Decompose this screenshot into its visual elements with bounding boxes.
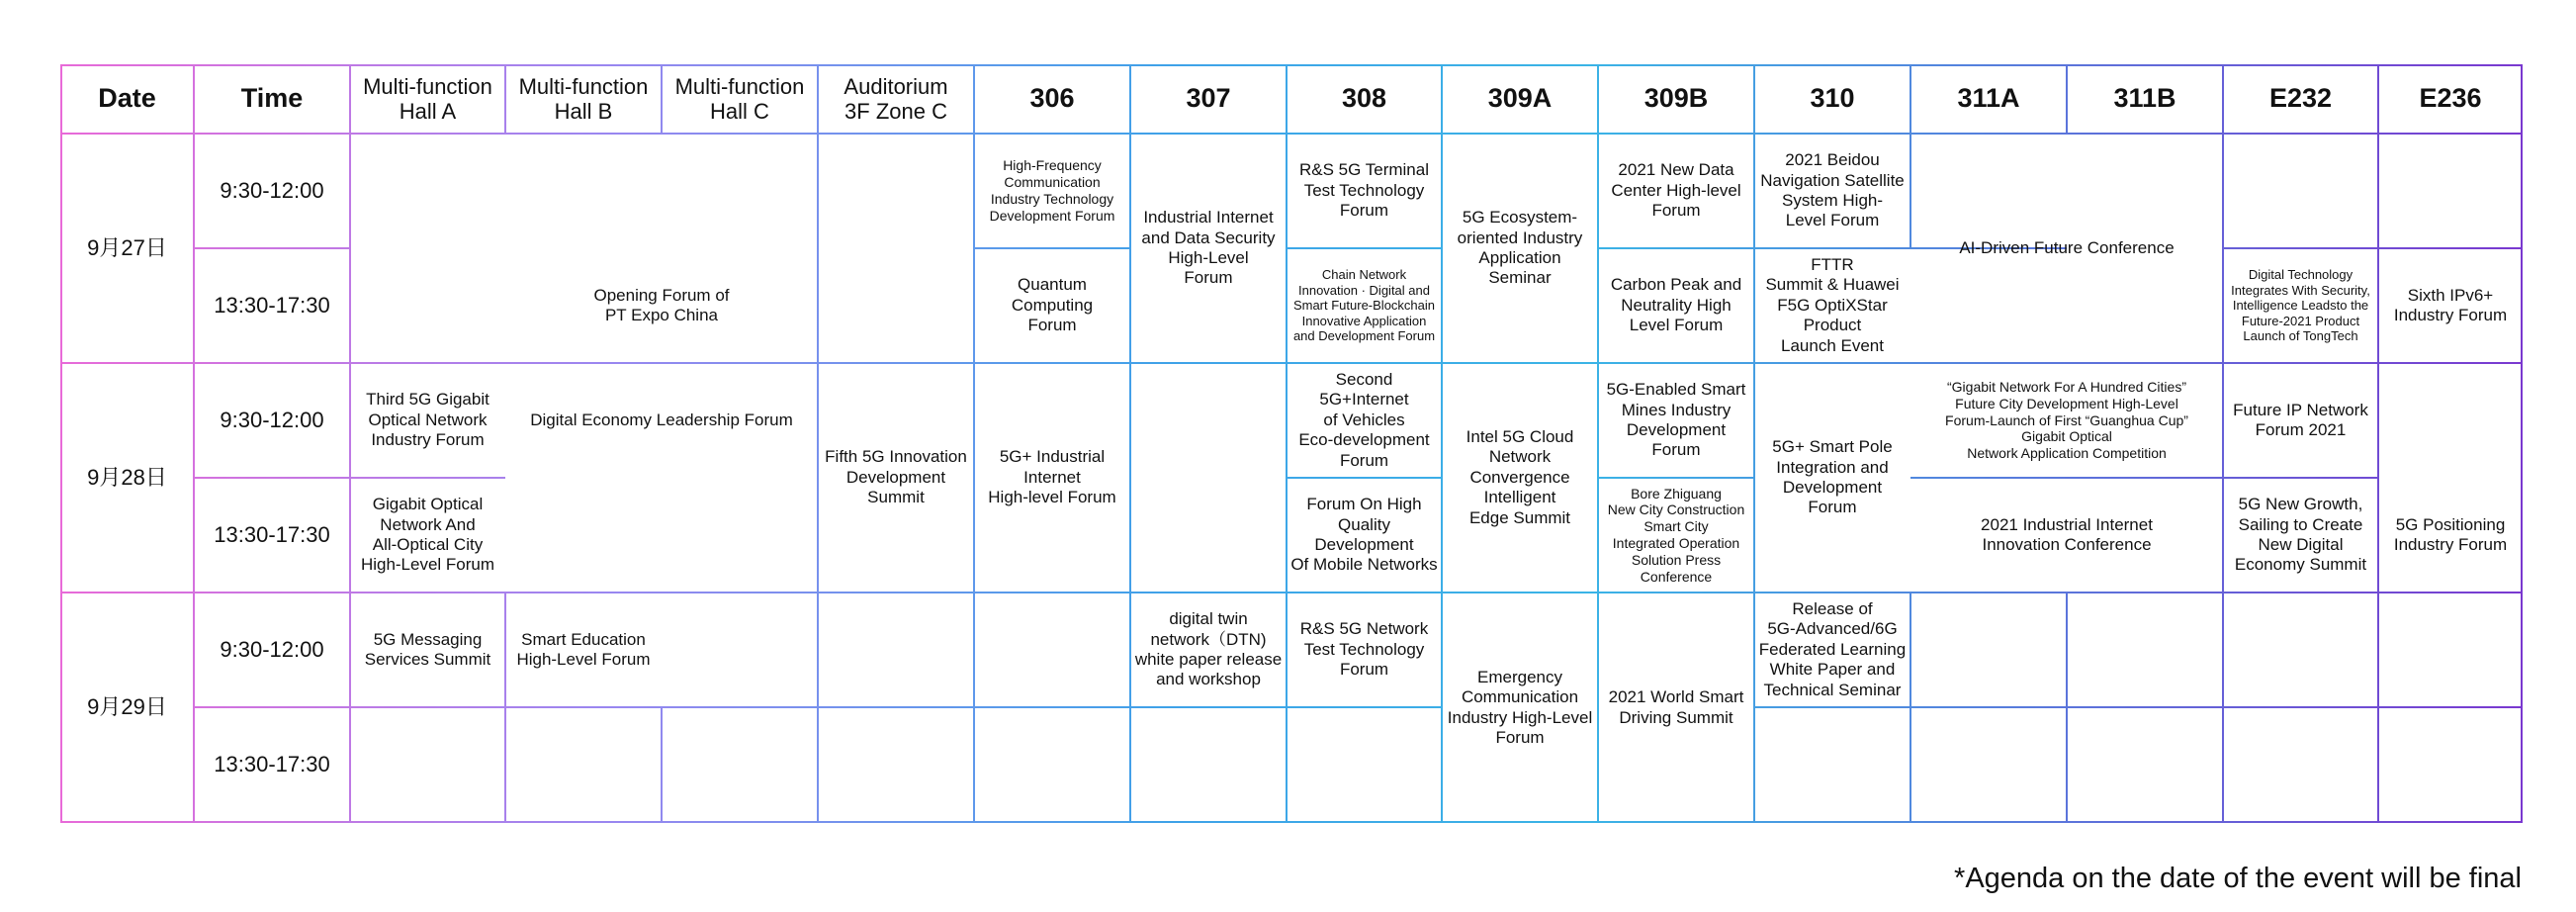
event-cell-text: 2021 New Data Center High-level Forum bbox=[1611, 160, 1741, 221]
header-hall-b bbox=[505, 64, 662, 134]
event-cell bbox=[1442, 363, 1598, 593]
event-cell bbox=[2223, 478, 2378, 593]
header-hall-a-text: Multi-function Hall A bbox=[363, 73, 492, 124]
event-cell bbox=[1598, 248, 1754, 363]
header-e236 bbox=[2378, 64, 2523, 134]
date-cell bbox=[60, 593, 194, 823]
event-cell bbox=[505, 363, 818, 478]
event-cell-text: R&S 5G Terminal Test Technology Forum bbox=[1298, 160, 1429, 221]
header-309a-text: 309A bbox=[1487, 83, 1553, 114]
header-hall-b-text: Multi-function Hall B bbox=[518, 73, 649, 124]
header-310 bbox=[1754, 64, 1910, 134]
header-307-text: 307 bbox=[1186, 83, 1231, 114]
event-cell-text: 5G-Enabled Smart Mines Industry Development Forum bbox=[1606, 380, 1746, 460]
event-cell-text: Release of 5G-Advanced/6G Federated Learning White Paper and Technical Seminar bbox=[1758, 599, 1907, 699]
event-cell-text: Digital Economy Leadership Forum bbox=[530, 410, 793, 429]
event-cell bbox=[1287, 593, 1442, 707]
event-cell bbox=[505, 593, 662, 707]
event-cell bbox=[1598, 363, 1754, 478]
event-cell-text: 5G+ Smart Pole Integration and Development Forum bbox=[1772, 437, 1893, 517]
event-cell-text: Third 5G Gigabit Optical Network Industry Forum bbox=[366, 390, 489, 450]
date-cell bbox=[60, 134, 194, 363]
date-cell-text: 9月28日 bbox=[87, 464, 167, 490]
event-cell bbox=[2223, 248, 2378, 363]
event-cell-text: Quantum Computing Forum bbox=[1011, 275, 1094, 335]
header-date bbox=[60, 64, 194, 134]
header-hall-a bbox=[350, 64, 505, 134]
header-date-text: Date bbox=[98, 83, 156, 114]
event-cell bbox=[350, 593, 505, 707]
event-cell bbox=[350, 478, 505, 593]
event-cell bbox=[1130, 134, 1287, 363]
event-cell bbox=[1442, 134, 1598, 363]
header-309a bbox=[1442, 64, 1598, 134]
header-309b bbox=[1598, 64, 1754, 134]
event-cell-text: Second 5G+Internet of Vehicles Eco-development Forum bbox=[1298, 370, 1430, 470]
event-cell-text: Fifth 5G Innovation Development Summit bbox=[825, 447, 967, 507]
header-time-text: Time bbox=[240, 83, 304, 114]
event-cell bbox=[1130, 593, 1287, 707]
header-310-text: 310 bbox=[1810, 83, 1855, 114]
header-hall-c-text: Multi-function Hall C bbox=[674, 73, 805, 124]
time-cell-text: 13:30-17:30 bbox=[214, 752, 330, 777]
event-cell-text: Intel 5G Cloud Network Convergence Intelligent Edge Summit bbox=[1466, 427, 1574, 527]
header-311a-text: 311A bbox=[1957, 83, 2020, 114]
header-306 bbox=[974, 64, 1130, 134]
event-cell-text: digital twin network（DTN) white paper release and workshop bbox=[1134, 609, 1283, 689]
event-cell bbox=[2378, 248, 2523, 363]
event-cell-text: 5G Ecosystem- oriented Industry Application Seminar bbox=[1457, 208, 1583, 288]
footnote: *Agenda on the date of the event will be final bbox=[1954, 863, 2522, 894]
header-308-text: 308 bbox=[1341, 83, 1387, 114]
event-cell-text: Emergency Communication Industry High-Level Forum bbox=[1447, 667, 1593, 747]
event-cell bbox=[1287, 363, 1442, 478]
event-cell-text: R&S 5G Network Test Technology Forum bbox=[1299, 619, 1429, 680]
event-cell bbox=[974, 134, 1130, 248]
event-cell bbox=[1287, 248, 1442, 363]
time-cell-text: 13:30-17:30 bbox=[214, 292, 330, 318]
event-cell bbox=[1754, 363, 1910, 593]
date-cell-text: 9月27日 bbox=[87, 234, 167, 260]
time-cell bbox=[194, 248, 350, 363]
event-cell bbox=[1910, 478, 2223, 593]
event-cell-text: Future IP Network Forum 2021 bbox=[2233, 400, 2368, 439]
event-cell-text: Gigabit Optical Network And All-Optical City High-Level Forum bbox=[360, 495, 495, 575]
header-311b-text: 311B bbox=[2113, 83, 2176, 114]
header-time bbox=[194, 64, 350, 134]
event-cell bbox=[1754, 593, 1910, 707]
time-cell bbox=[194, 134, 350, 248]
time-cell bbox=[194, 707, 350, 823]
header-307 bbox=[1130, 64, 1287, 134]
event-cell-text: Carbon Peak and Neutrality High Level Forum bbox=[1610, 275, 1742, 335]
event-cell bbox=[1598, 478, 1754, 593]
event-cell-text: 5G+ Industrial Internet High-level Forum bbox=[988, 447, 1116, 507]
event-cell-text: Industrial Internet and Data Security High-Level Forum bbox=[1141, 208, 1276, 288]
event-cell bbox=[350, 363, 505, 478]
event-cell bbox=[1910, 134, 2223, 363]
time-cell bbox=[194, 478, 350, 593]
header-hall-c bbox=[662, 64, 818, 134]
event-cell bbox=[1598, 134, 1754, 248]
event-cell bbox=[2378, 478, 2523, 593]
header-308 bbox=[1287, 64, 1442, 134]
event-cell-text: 2021 World Smart Driving Summit bbox=[1608, 687, 1744, 727]
header-e236-text: E236 bbox=[2419, 83, 2482, 114]
event-cell-text: 5G Positioning Industry Forum bbox=[2393, 514, 2508, 554]
event-cell-text: Bore Zhiguang New City Construction Smart City Integrated Operation Solution Press Conference bbox=[1607, 485, 1745, 585]
header-311b bbox=[2067, 64, 2223, 134]
event-cell bbox=[1287, 134, 1442, 248]
time-cell-text: 13:30-17:30 bbox=[214, 521, 330, 547]
event-cell bbox=[1910, 363, 2223, 478]
event-cell bbox=[818, 363, 974, 593]
time-cell bbox=[194, 363, 350, 478]
event-cell-text: Opening Forum of PT Expo China bbox=[593, 285, 730, 324]
event-cell-text: FTTR Summit & Huawei F5G OptiXStar Product Launch Event bbox=[1765, 255, 1900, 355]
event-cell-text: 2021 Industrial Internet Innovation Conference bbox=[1981, 514, 2153, 554]
event-cell bbox=[2223, 363, 2378, 478]
date-cell bbox=[60, 363, 194, 593]
time-cell-text: 9:30-12:00 bbox=[220, 636, 324, 662]
event-cell-text: 5G Messaging Services Summit bbox=[364, 629, 491, 669]
time-cell-text: 9:30-12:00 bbox=[220, 407, 324, 432]
header-auditorium bbox=[818, 64, 974, 134]
event-cell-text: Chain Network Innovation · Digital and Smart Future-Blockchain Innovative Application and Development Forum bbox=[1292, 267, 1436, 344]
event-cell bbox=[974, 248, 1130, 363]
event-cell bbox=[1754, 248, 1910, 363]
event-cell-text: 5G New Growth, Sailing to Create New Digital Economy Summit bbox=[2234, 495, 2367, 575]
event-cell-text: Digital Technology Integrates With Security, Intelligence Leadsto the Future-2021 Product Launch of TongTech bbox=[2231, 267, 2370, 344]
header-e232 bbox=[2223, 64, 2378, 134]
event-cell-text: AI-Driven Future Conference bbox=[1959, 237, 2175, 257]
event-cell bbox=[1598, 593, 1754, 823]
time-cell-text: 9:30-12:00 bbox=[220, 177, 324, 203]
event-cell bbox=[1442, 593, 1598, 823]
event-cell-text: Sixth IPv6+ Industry Forum bbox=[2393, 285, 2508, 324]
event-cell-text: Smart Education High-Level Forum bbox=[516, 629, 651, 669]
event-cell bbox=[505, 248, 818, 363]
event-cell bbox=[974, 363, 1130, 593]
event-cell-text: “Gigabit Network For A Hundred Cities” Future City Development High-Level Forum-Launch of First “Guanghua Cup” Gigabit Optical Network Application Competition bbox=[1945, 379, 2188, 462]
event-cell bbox=[1287, 478, 1442, 593]
header-auditorium-text: Auditorium 3F Zone C bbox=[844, 73, 948, 124]
event-cell-text: Forum On High Quality Development Of Mobile Networks bbox=[1290, 495, 1438, 575]
header-309b-text: 309B bbox=[1643, 83, 1709, 114]
time-cell bbox=[194, 593, 350, 707]
header-e232-text: E232 bbox=[2268, 83, 2333, 114]
header-311a bbox=[1910, 64, 2067, 134]
event-cell-text: 2021 Beidou Navigation Satellite System High- Level Forum bbox=[1760, 150, 1905, 230]
event-cell bbox=[1754, 134, 1910, 248]
header-306-text: 306 bbox=[1029, 83, 1075, 114]
agenda-table bbox=[60, 64, 2523, 823]
date-cell-text: 9月29日 bbox=[87, 694, 167, 720]
event-cell-text: High-Frequency Communication Industry Technology Development Forum bbox=[989, 157, 1115, 224]
